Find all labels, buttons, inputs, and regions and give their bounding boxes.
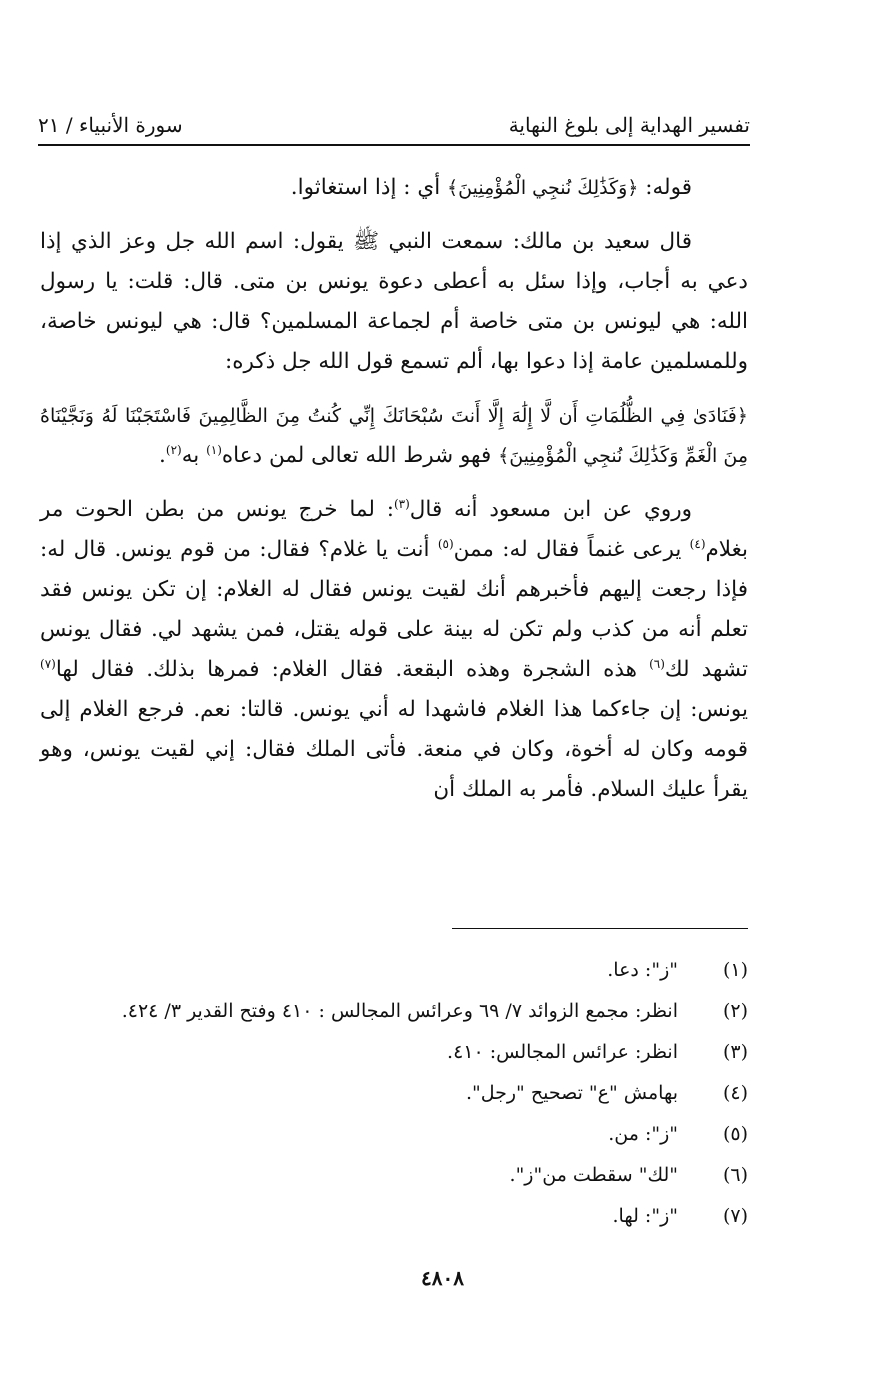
paragraph	[40, 490, 748, 810]
surah-label: سورة الأنبياء / ٢١	[38, 113, 183, 137]
footnote-text: "ز": لها.	[612, 1205, 678, 1227]
paragraph	[40, 222, 748, 382]
footnote-item	[40, 1196, 752, 1237]
footnote-item	[40, 950, 752, 991]
footnote-text: انظر: مجمع الزوائد ٧/ ٦٩ وعرائس المجالس : ٤١٠ وفتح القدير ٣/ ٤٢٤.	[121, 1000, 678, 1022]
paragraph	[40, 396, 748, 476]
text-run: قال سعيد بن مالك: سمعت النبي ﷺ يقول: اسم الله جل وعز الذي إذا دعي به أجاب، وإذا سئل به أعطى دعوة يونس بن متى. قال: قلت: يا رسول الله: هي ليونس بن متى خاصة أم لجماعة المسلمين؟ قال: هي ليونس خاصة، وللمسلمين عامة إذا دعوا بها، ألم تسمع قول الله جل ذكره:	[40, 229, 748, 374]
text-run: أي : إذا استغاثوا.	[290, 175, 447, 200]
footnote-separator	[452, 928, 748, 929]
footnote-item	[40, 991, 752, 1032]
footnote-number: (١)	[722, 959, 748, 981]
footnote-text: بهامش "ع" تصحيح "رجل".	[465, 1082, 678, 1104]
footnote-item	[40, 1114, 752, 1155]
text-run: فهو شرط الله تعالى لمن دعاه	[221, 443, 499, 468]
footnote-number: (٤)	[722, 1082, 748, 1104]
footnote-text: "ز": من.	[608, 1123, 678, 1145]
header-rule	[38, 144, 750, 146]
footnote-text: "لك" سقطت من"ز".	[509, 1164, 678, 1186]
footnote-text: "ز": دعا.	[607, 959, 678, 981]
text-run: به	[181, 443, 207, 468]
footnote-ref: (٦)	[649, 656, 665, 671]
footnote-ref: (٢)	[165, 442, 182, 457]
footnote-item	[40, 1032, 752, 1073]
footnotes-list	[40, 950, 752, 1237]
footnote-text: انظر: عرائس المجالس: ٤١٠.	[447, 1041, 678, 1063]
footnote-ref: (٣)	[393, 496, 410, 511]
text-run: وروي عن ابن مسعود أنه قال	[409, 497, 692, 522]
footnote-number: (٥)	[722, 1123, 748, 1145]
footnote-ref: (٧)	[40, 656, 56, 671]
footnote-number: (٦)	[722, 1164, 748, 1186]
text-run: أنت يا غلام؟ فقال: من قوم يونس. قال له: فإذا رجعت إليهم فأخبرهم أنك لقيت يونس فقال له الغلام: إن تكن يونس فقد تعلم أنه من كذب ولم تكن له بينة على قوله يقتل، فمن يشهد لي. فقال يونس تشهد لك	[40, 537, 748, 682]
footnote-number: (٣)	[722, 1041, 748, 1063]
main-text	[40, 168, 748, 824]
quran-verse: ﴿فَنَادَىٰ فِي الظُّلُمَاتِ أَن لَّا إِلَٰهَ إِلَّا أَنتَ سُبْحَانَكَ إِنِّي كُنتُ مِنَ الظَّالِمِينَ فَاسْتَجَبْنَا لَهُ وَنَجَّيْنَاهُ مِنَ الْغَمِّ وَكَذَٰلِكَ نُنجِي الْمُؤْمِنِينَ﴾	[40, 405, 748, 467]
book-title: تفسير الهداية إلى بلوغ النهاية	[508, 113, 750, 137]
text-run: يرعى غنماً فقال له: ممن	[453, 537, 690, 562]
text-run: يونس: إن جاءكما هذا الغلام فاشهدا له أني يونس. قالتا: نعم. فرجع الغلام إلى قومه وكان له أخوة، وكان في منعة. فأتى الملك فقال: إني لقيت يونس، وهو يقرأ عليك السلام. فأمر به الملك أن	[40, 697, 748, 802]
text-run: : لما خرج يونس من بطن الحوت مر بغلام	[40, 497, 748, 562]
page-number: ٤٨٠٨	[421, 1266, 464, 1290]
footnote-ref: (٥)	[437, 536, 454, 551]
text-run: قوله:	[638, 175, 692, 200]
text-run: .	[159, 443, 166, 468]
footnote-ref: (١)	[206, 442, 222, 457]
footnote-number: (٢)	[722, 1000, 748, 1022]
footnote-ref: (٤)	[689, 536, 706, 551]
paragraph	[40, 168, 748, 208]
footnote-item	[40, 1155, 752, 1196]
footnote-item	[40, 1073, 752, 1114]
running-header	[38, 108, 750, 142]
footnote-number: (٧)	[722, 1205, 748, 1227]
quran-verse: ﴿وَكَذَٰلِكَ نُنجِي الْمُؤْمِنِينَ﴾	[447, 177, 639, 199]
text-run: هذه الشجرة وهذه البقعة. فقال الغلام: فمرها بذلك. فقال لها	[55, 657, 650, 682]
